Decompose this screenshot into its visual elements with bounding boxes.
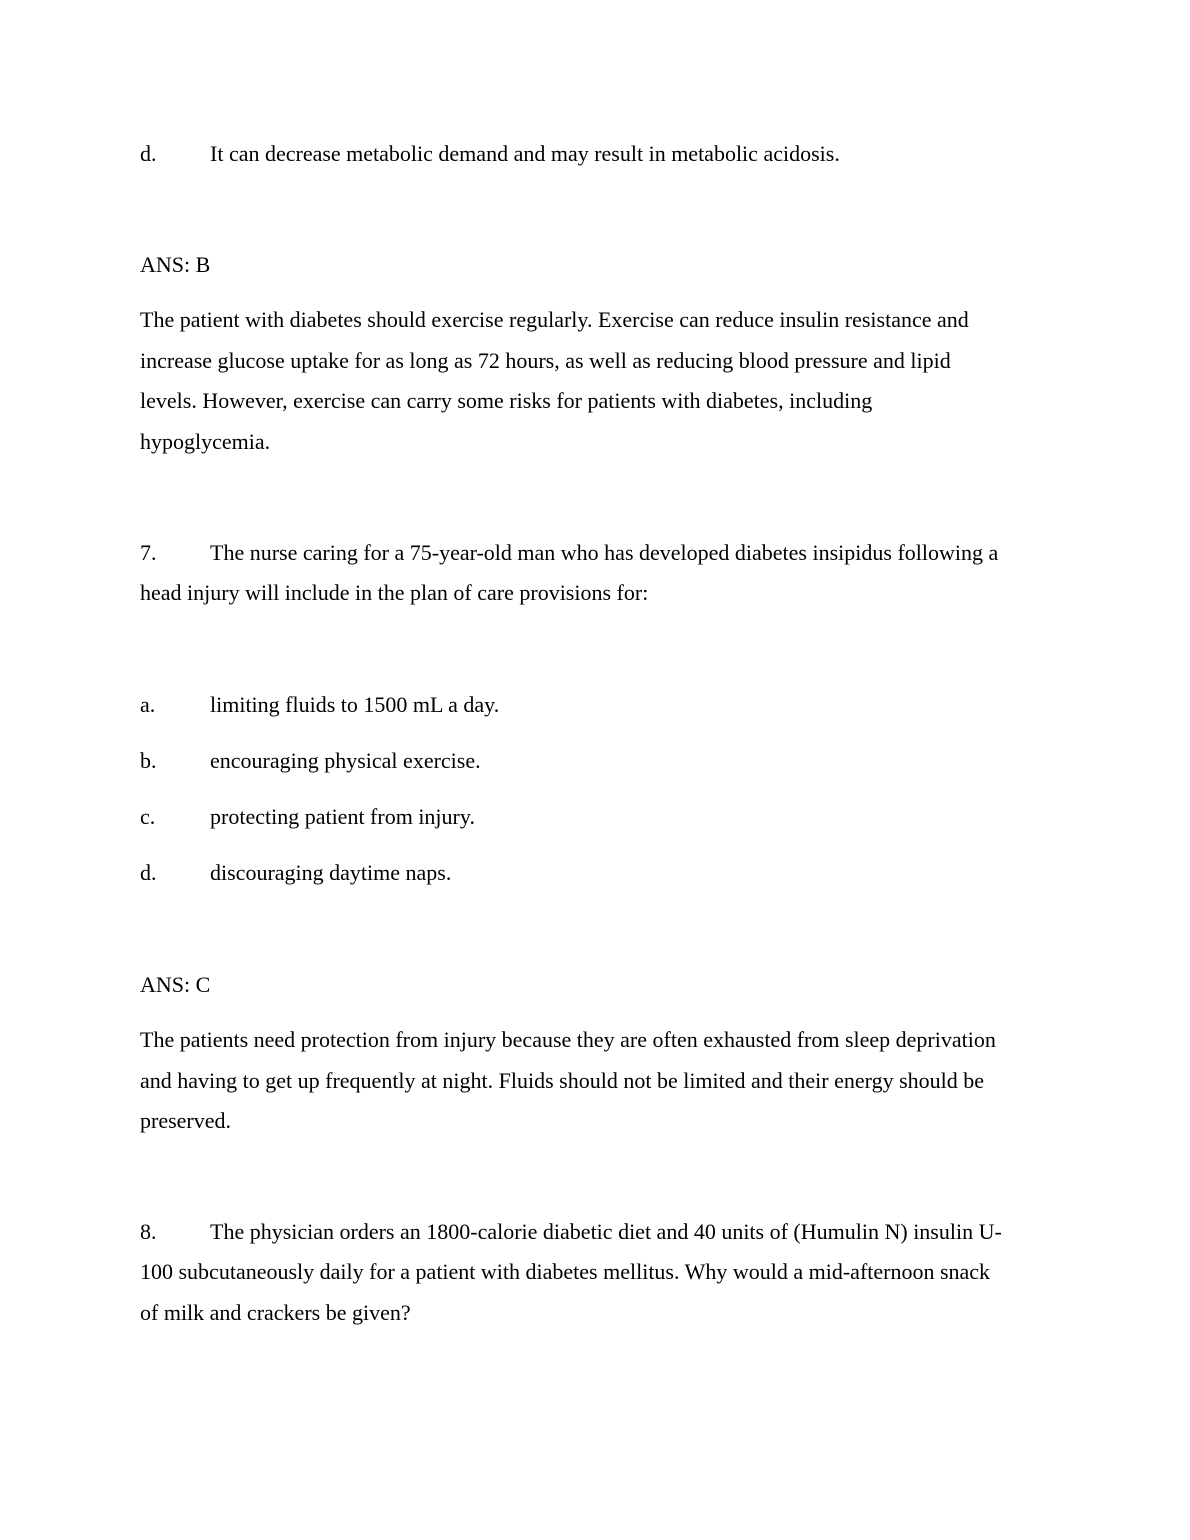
rationale-line: The patients need protection from injury because they are often exhausted from sleep deprivation (140, 1027, 996, 1052)
rationale-line: levels. However, exercise can carry some risks for patients with diabetes, including (140, 388, 873, 413)
stem-line: 100 subcutaneously daily for a patient with diabetes mellitus. Why would a mid-afternoon snack (140, 1259, 991, 1284)
answer-key: ANS: C (140, 972, 211, 997)
option-text: encouraging physical exercise. (210, 748, 481, 773)
stem-line: The nurse caring for a 75-year-old man who has developed diabetes insipidus following a (210, 540, 999, 565)
stem-line: The physician orders an 1800-calorie diabetic diet and 40 units of (Humulin N) insulin U- (210, 1219, 1002, 1244)
option-text: limiting fluids to 1500 mL a day. (210, 692, 500, 717)
question-number: 7. (140, 540, 157, 565)
option-text: discouraging daytime naps. (210, 860, 452, 885)
rationale-line: and having to get up frequently at night. Fluids should not be limited and their energy should be (140, 1067, 985, 1093)
answer-7-rationale (140, 1020, 1060, 1142)
option-label: a. (140, 692, 156, 717)
rationale-line: preserved. (140, 1108, 232, 1133)
stem-line: of milk and crackers be given? (140, 1299, 411, 1325)
option-label: b. (140, 748, 157, 773)
stem-line: head injury will include in the plan of care provisions for: (140, 580, 649, 605)
question-7-stem (140, 533, 1060, 614)
option-label: c. (140, 804, 156, 829)
option-text: protecting patient from injury. (210, 804, 475, 829)
question-8-stem (140, 1212, 1060, 1333)
question-number: 8. (140, 1219, 157, 1244)
answer-key: ANS: B (140, 252, 211, 277)
option-label: d. (140, 141, 157, 166)
answer-6-rationale (140, 300, 1060, 462)
rationale-line: hypoglycemia. (140, 428, 271, 454)
rationale-line: increase glucose uptake for as long as 72 hours, as well as reducing blood pressure and lipid (140, 347, 951, 373)
rationale-line: The patient with diabetes should exercise regularly. Exercise can reduce insulin resistance and (140, 307, 969, 332)
option-text: It can decrease metabolic demand and may result in metabolic acidosis. (210, 141, 840, 166)
option-label: d. (140, 860, 157, 885)
